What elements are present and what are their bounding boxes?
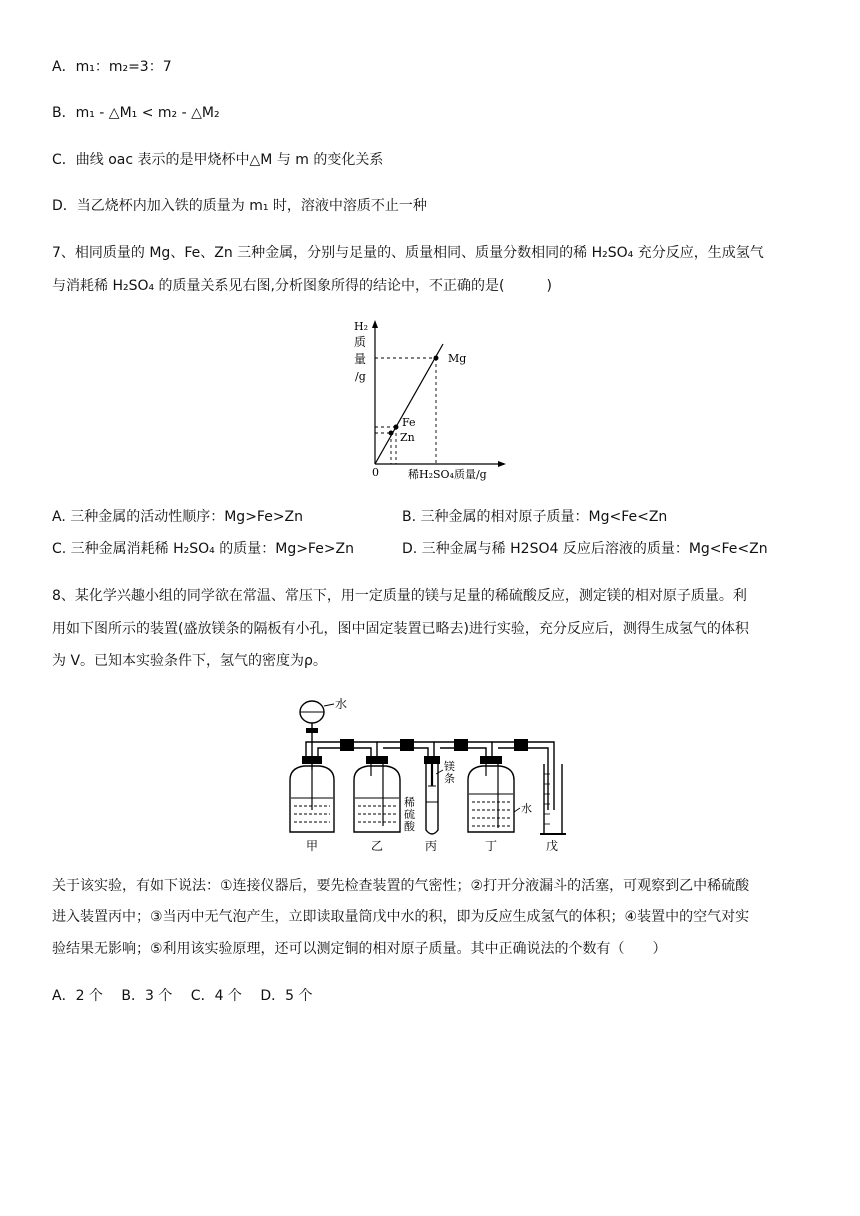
q8-stem-line3: 为 V。已知本实验条件下，氢气的密度为ρ。 — [52, 653, 327, 669]
label-mg-1: 镁 — [444, 760, 455, 773]
q6-option-d: D．当乙烧杯内加入铁的质量为 m₁ 时，溶液中溶质不止一种 — [52, 198, 427, 214]
label-water-right: 水 — [521, 802, 532, 815]
q8-stem-line2: 用如下图所示的装置(盛放镁条的隔板有小孔，图中固定装置已略去)进行实验，充分反应后，测得生成氢气的体积 — [52, 621, 749, 637]
label-zn: Zn — [400, 431, 415, 444]
q8-para-line1: 关于该实验，有如下说法：①连接仪器后，要先检查装置的气密性；②打开分液漏斗的活塞，可观察到乙中稀硫酸 — [52, 878, 750, 894]
q7-option-c: C. 三种金属消耗稀 H₂SO₄ 的质量：Mg>Fe>Zn — [52, 541, 355, 557]
y-label-1: H₂ — [354, 320, 369, 333]
label-mg: Mg — [448, 352, 467, 365]
label-acid-2: 硫 — [404, 808, 415, 821]
point-mg — [434, 356, 439, 361]
x-axis-label: 稀H₂SO₄质量/g — [408, 468, 487, 481]
label-fe: Fe — [402, 416, 416, 429]
q7-option-b: B. 三种金属的相对原子质量：Mg<Fe<Zn — [402, 509, 668, 525]
q8-stem-line1: 8、某化学兴趣小组的同学欲在常温、常压下，用一定质量的镁与足量的稀硫酸反应，测定镁的相对原子质量。利 — [52, 588, 747, 604]
y-label-4: /g — [355, 370, 366, 383]
point-fe — [394, 425, 399, 430]
label-jia: 甲 — [306, 839, 319, 853]
label-ding: 丁 — [485, 839, 498, 853]
q6-option-a: A．m₁：m₂=3：7 — [52, 59, 172, 75]
q8-para-line3: 验结果无影响；⑤利用该实验原理，还可以测定铜的相对原子质量。其中正确说法的个数有（ ） — [52, 941, 667, 957]
label-mg-2: 条 — [444, 772, 455, 785]
label-yi: 乙 — [371, 839, 384, 853]
q7-stem-line2: 与消耗稀 H₂SO₄ 的质量关系见右图,分析图象所得的结论中，不正确的是( ) — [52, 278, 552, 294]
point-zn — [389, 431, 394, 436]
label-acid-1: 稀 — [404, 796, 415, 809]
q6-option-b: B．m₁ - △M₁ < m₂ - △M₂ — [52, 105, 220, 121]
origin-label: 0 — [372, 466, 379, 479]
label-wu: 戊 — [546, 839, 559, 853]
label-water-top: 水 — [335, 697, 348, 711]
q6-option-c: C．曲线 oac 表示的是甲烧杯中△M 与 m 的变化关系 — [52, 152, 384, 168]
q7-option-d: D. 三种金属与稀 H2SO4 反应后溶液的质量：Mg<Fe<Zn — [402, 541, 768, 557]
y-label-3: 量 — [354, 352, 367, 366]
q8-para-line2: 进入装置丙中；③当丙中无气泡产生，立即读取量筒戊中水的积，即为反应生成氢气的体积；④装置中的空气对实 — [52, 909, 750, 925]
q7-graph — [340, 316, 520, 486]
q7-stem-line1: 7、相同质量的 Mg、Fe、Zn 三种金属，分别与足量的、质量相同、质量分数相同的稀 H₂SO₄ 充分反应，生成氢气 — [52, 245, 764, 261]
apparatus-diagram — [282, 690, 582, 858]
q8-options: A．2 个 B．3 个 C．4 个 D．5 个 — [52, 988, 313, 1004]
label-bing: 丙 — [425, 839, 438, 853]
q7-option-a: A. 三种金属的活动性顺序：Mg>Fe>Zn — [52, 509, 304, 525]
label-acid-3: 酸 — [404, 820, 415, 833]
y-label-2: 质 — [354, 335, 367, 349]
